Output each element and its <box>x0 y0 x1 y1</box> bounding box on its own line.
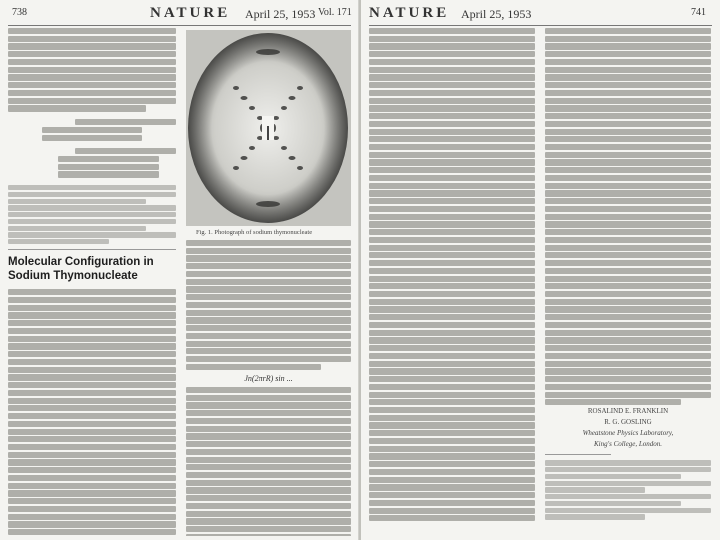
article-title: Molecular Configuration in Sodium Thymonucleate <box>8 256 154 283</box>
running-head-left <box>0 5 359 25</box>
journal-title: NATURE <box>150 5 231 21</box>
xray-diffraction-photo <box>186 30 351 226</box>
header-rule <box>8 25 351 26</box>
right-column-1 <box>369 28 535 536</box>
running-head-right <box>361 5 720 25</box>
affiliation-line-1: Wheatstone Physics Laboratory, <box>582 429 674 438</box>
issue-date-right: April 25, 1953 <box>461 7 532 21</box>
left-column-2 <box>186 240 351 536</box>
author-signature-1: ROSALIND E. FRANKLIN <box>587 407 669 416</box>
header-rule-right <box>369 25 712 26</box>
journal-title-right: NATURE <box>369 5 450 21</box>
right-column-2 <box>545 28 711 536</box>
left-column-1 <box>8 28 176 536</box>
author-signature-2: R. G. GOSLING <box>604 418 652 427</box>
volume-label: Vol. 171 <box>318 7 352 18</box>
bessel-formula: Jn(2πrR) sin ... <box>244 373 293 383</box>
left-journal-page <box>0 0 359 540</box>
issue-date: April 25, 1953 <box>245 7 316 21</box>
right-journal-page <box>361 0 720 540</box>
page-number-left: 738 <box>12 7 27 18</box>
affiliation-line-2: King's College, London. <box>593 440 662 449</box>
figure-caption: Fig. 1. Photograph of sodium thymonucleate <box>196 229 313 236</box>
page-number-right: 741 <box>691 7 706 18</box>
